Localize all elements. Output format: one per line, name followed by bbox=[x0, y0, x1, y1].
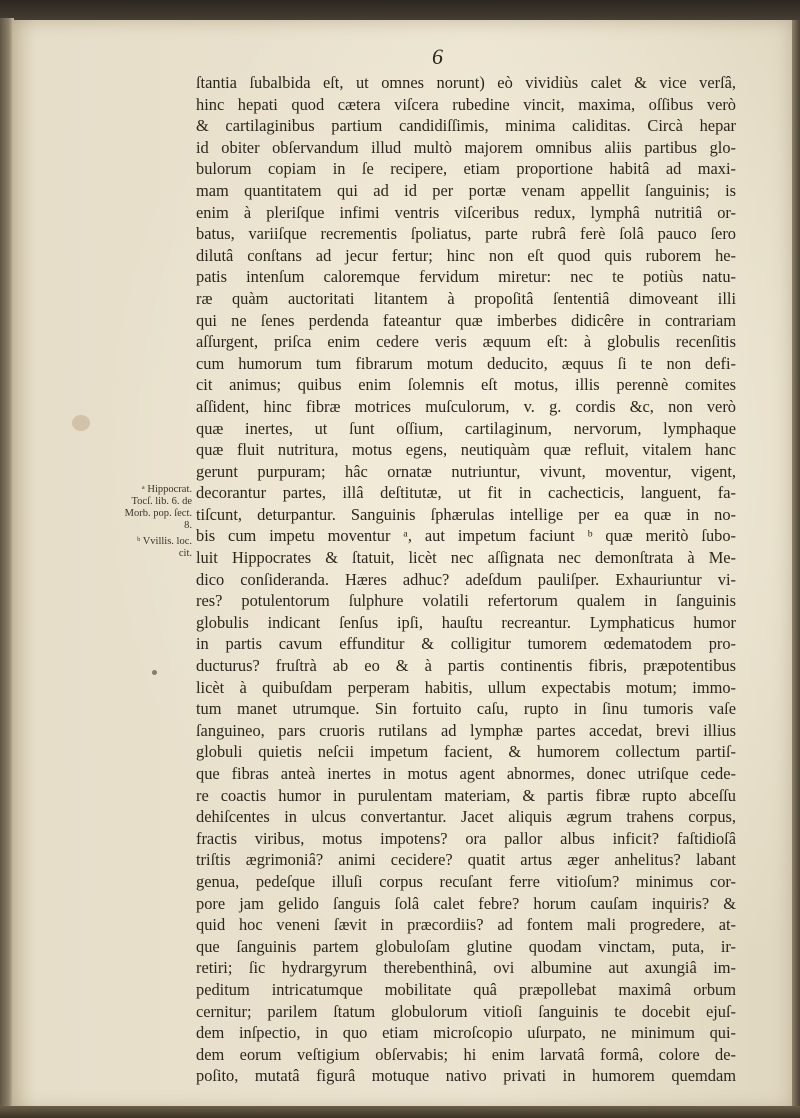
margin-note-line: Tocſ. lib. 6. de bbox=[131, 496, 192, 507]
text-line: decorantur partes, illâ deſtitutæ, ut fit in cachecticis, languent, fa- bbox=[196, 483, 736, 503]
page-number: 6 bbox=[432, 44, 443, 69]
text-line: aſſurgent, priſca enim cedere veris æquum eſt: à globulis recenſitis bbox=[196, 332, 736, 352]
text-line: bis cum impetu moventur ᵃ, aut impetum faciunt ᵇ quæ meritò ſubo- bbox=[196, 526, 736, 546]
text-line: globuli quietis neſcii impetum facient, & humorem collectum partiſ- bbox=[196, 742, 736, 762]
text-line: luit Hippocrates & ſtatuit, licèt nec aſſignata nec demonſtrata à Me- bbox=[196, 548, 736, 568]
text-line: & cartilaginibus partium candidiſſimis, minima caliditas. Circà hepar bbox=[196, 116, 736, 136]
text-line: id obiter obſervandum illud multò majorem omnibus aliis partibus glo- bbox=[196, 137, 736, 157]
text-line: dem inſpectio, in quo etiam microſcopio uſurpato, ne minimum qui- bbox=[196, 1023, 736, 1043]
margin-note-line: ᵇ Vvillis. loc. bbox=[137, 536, 192, 547]
text-line: pore jam gelido ſanguis ſolâ calet febre? horum cauſam inquiris? & bbox=[196, 893, 736, 913]
text-line: dilutâ conſtans ad jecur fertur; hinc non eſt quod quis ruborem he- bbox=[196, 245, 736, 265]
text-line: in partis cavum effunditur & colligitur tumorem œdematodem pro- bbox=[196, 634, 736, 654]
margin-notes bbox=[100, 484, 192, 560]
text-line: ſanguineo, pars cruoris rutilans ad lymphæ partes accedat, brevi illius bbox=[196, 720, 736, 740]
text-line: quæ fluit nutritura, motus egens, neutiquàm quæ refluit, vitalem hanc bbox=[196, 440, 736, 460]
margin-note-line: cit. bbox=[178, 548, 192, 559]
text-line: dico conſideranda. Hæres adhuc? adeſdum pauliſper. Exhauriuntur vi- bbox=[196, 569, 736, 589]
page-edge-bottom bbox=[0, 1106, 800, 1118]
foxing-stain bbox=[72, 415, 90, 431]
text-line: ducturus? fruſtrà ab eo & à partis continentis fibris, præpotentibus bbox=[196, 656, 736, 676]
text-line: qui ne ſenes perdenda fateantur quæ imberbes didicêre in contrariam bbox=[196, 310, 736, 330]
text-line: tiſcunt, deturpantur. Sanguinis ſphærulas intellige per ea quæ in no- bbox=[196, 504, 736, 524]
text-line: que fibras anteà inertes in motus agent abnormes, donec utriſque cede- bbox=[196, 764, 736, 783]
text-line: tum manet utrumque. Sin fortuito caſu, rupto in ſinu tumoris vaſe bbox=[196, 699, 736, 719]
text-line: poſito, mutatâ figurâ motuque nativo privati in humorem quemdam bbox=[196, 1066, 736, 1086]
text-line: globulis indicant ſenſus ipſi, hauſtu recreantur. Lymphaticus humor bbox=[196, 612, 736, 632]
text-line: re coactis humor in purulentam materiam, & partis fibræ rupto abceſſu bbox=[196, 785, 736, 805]
body-text-block bbox=[196, 72, 736, 1087]
text-line: res? potulentorum ſulphure volatili refertorum qualem in ſanguinis bbox=[196, 591, 736, 611]
margin-note-line: Morb. pop. ſect. bbox=[124, 508, 192, 519]
text-line: enim à pleriſque infimi ventris viſceribus redux, lymphâ nutritiâ or- bbox=[196, 202, 736, 222]
text-line: cernitur; parilem ſtatum globulorum vitioſi ſanguinis te docebit ejuſ- bbox=[196, 1001, 736, 1021]
text-line: bulorum copiam in ſe recipere, etiam proportione habitâ ad maxi- bbox=[196, 159, 736, 179]
text-line: ræ quàm auctoritati litantem à propoſitâ ſententiâ dimoveant illi bbox=[196, 288, 736, 308]
text-line: hinc hepati quod cætera viſcera rubedine vincit, maxima, oſſibus verò bbox=[196, 94, 736, 114]
margin-note-line: ᵃ Hippocrat. bbox=[141, 484, 192, 495]
text-line: que ſanguinis partem globuloſam glutine quodam vinctam, puta, ir- bbox=[196, 936, 736, 956]
text-line: cit animus; quibus enim ſolemnis eſt motus, illis perennè comites bbox=[196, 375, 736, 395]
text-line: peditum intricatumque mobilitate quâ præpollebat maximâ orbum bbox=[196, 979, 736, 999]
text-line: licèt à quibuſdam perperam habitis, ullum expectabis motum; immo- bbox=[196, 677, 736, 697]
text-line: gerunt purpuram; hâc ornatæ nutriuntur, vivunt, moventur, vigent, bbox=[196, 461, 736, 481]
margin-note-line: 8. bbox=[184, 520, 192, 531]
page-edge-right bbox=[792, 20, 800, 1118]
text-line: batus, variiſque recrementis ſpoliatus, parte rubrâ ferè ſolâ pauco ſero bbox=[196, 224, 736, 244]
text-line: quæ inertes, ut ſunt oſſium, cartilaginum, nervorum, lymphaque bbox=[196, 418, 736, 438]
text-line: triſtis ægrimoniâ? animi cecidere? quatit artus æger anhelitus? labant bbox=[196, 850, 736, 870]
text-line: retiri; ſic hydrargyrum therebenthinâ, ovi albumine aut axungiâ im- bbox=[196, 958, 736, 978]
text-line: patis intenſum caloremque fervidum miretur: nec te potiùs natu- bbox=[196, 267, 736, 287]
text-line: ſtantia ſubalbida eſt, ut omnes norunt) eò vividiùs calet & vice verſâ, bbox=[196, 73, 736, 92]
text-line: dem eorum veſtigium obſervabis; hi enim larvatâ formâ, colore de- bbox=[196, 1044, 736, 1064]
text-line: cum humorum tum fibrarum motum deducito, æquus ſi te non defi- bbox=[196, 353, 736, 373]
text-line: mam quantitatem qui ad id per portæ venam appellit ſanguinis; is bbox=[196, 180, 736, 200]
text-line: fractis viribus, motus impotens? ora pallor albus inficit? faſtidioſâ bbox=[196, 828, 736, 848]
text-line: genua, pedeſque illuſi corpus recuſant ferre vitioſum? minimus cor- bbox=[196, 871, 736, 891]
text-line: aſſident, hinc fibræ motrices muſculorum, v. g. cordis &c, non verò bbox=[196, 396, 736, 416]
ink-spot bbox=[152, 670, 157, 675]
text-line: quid hoc veneni ſævit in præcordiis? ad fontem mali progredere, at- bbox=[196, 915, 736, 935]
text-line: dehiſcentes in ulcus convertantur. Jacet aliquis ægrum trahens corpus, bbox=[196, 807, 736, 827]
